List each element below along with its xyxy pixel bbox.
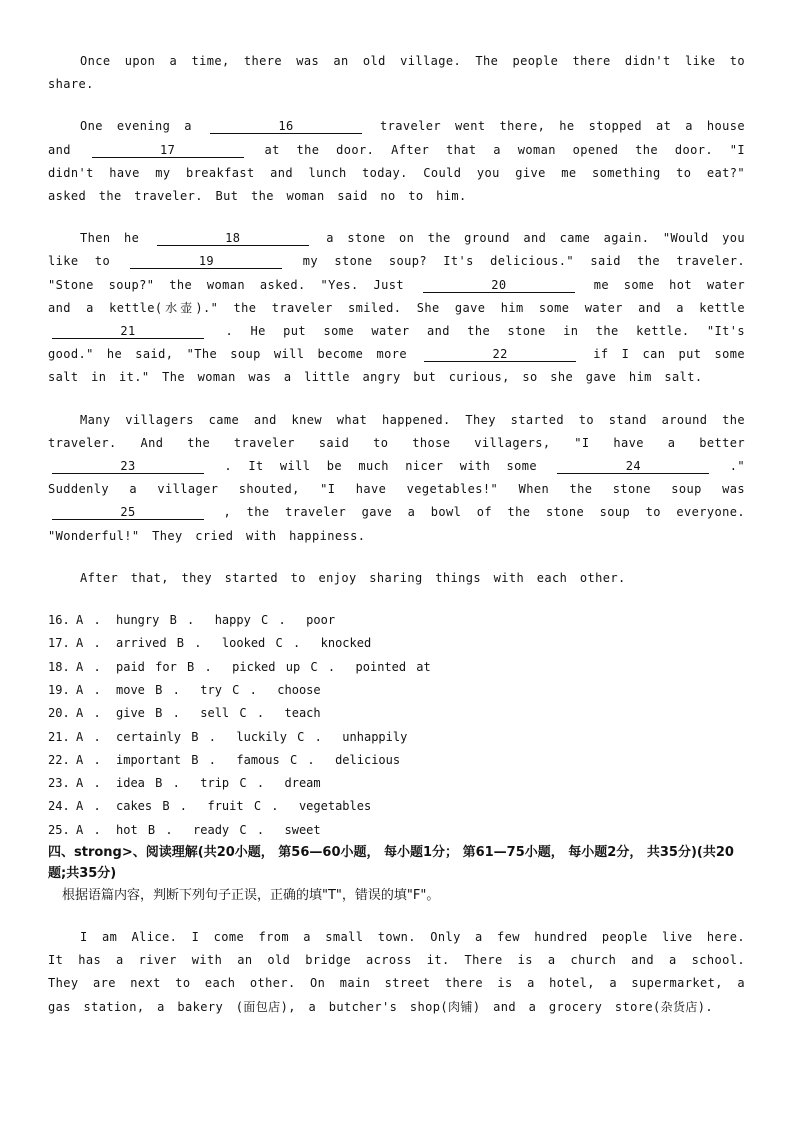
blank-16[interactable]: 16 [210,119,362,134]
option-choices: paid for B . picked up C . pointed at [116,659,431,674]
option-a-label: A . [76,659,101,674]
option-a-label: A . [76,822,101,837]
option-row[interactable] [48,772,745,795]
story-text: ." Suddenly a villager shouted, "I have vegetables!" When the stone soup was [48,459,746,497]
question-number: 20. [48,706,70,721]
story-paragraph-3 [48,227,745,389]
option-choices: important B . famous C . delicious [116,752,401,767]
blank-25[interactable]: 25 [52,505,204,520]
option-row[interactable] [48,702,745,725]
option-a-label: A . [76,706,101,721]
option-row[interactable] [48,632,745,655]
story-text: , the traveler gave a bowl of the stone soup to everyone. "Wonderful!" They cried with happiness. [48,505,746,543]
option-a-label: A . [76,729,101,744]
reading-passage [48,926,745,1019]
question-number: 24. [48,799,70,814]
story-text: . It will be much nicer with some [224,459,538,474]
answer-options-list [48,609,745,842]
story-paragraph-5 [48,567,745,590]
question-number: 16. [48,613,70,628]
option-choices: arrived B . looked C . knocked [116,636,372,651]
story-text: traveler went there, he stopped at a house and [48,119,746,157]
question-number: 19. [48,682,70,697]
story-paragraph-1 [48,50,745,96]
option-row[interactable] [48,795,745,818]
option-row[interactable] [48,609,745,632]
question-number: 22. [48,752,70,767]
option-choices: move B . try C . choose [116,682,321,697]
story-text: Then he [80,231,140,246]
option-choices: idea B . trip C . dream [116,776,321,791]
story-text: Many villagers came and knew what happened. They started to stand around the traveler. And the traveler said to those villagers, "I have a better [48,412,745,450]
story-paragraph-4 [48,409,745,548]
question-number: 17. [48,636,70,651]
blank-19[interactable]: 19 [130,254,282,269]
blank-18[interactable]: 18 [157,231,309,246]
question-number: 18. [48,659,70,674]
option-choices: give B . sell C . teach [116,706,321,721]
story-paragraph-2 [48,115,745,208]
blank-23[interactable]: 23 [52,459,204,474]
option-a-label: A . [76,682,101,697]
option-row[interactable] [48,679,745,702]
story-text: my stone soup? It's delicious." said the traveler. "Stone soup?" the woman asked. "Yes. Just [48,254,746,292]
story-text: if I can put some salt in it." The woman was a little angry but curious, so she gave him salt. [48,347,746,385]
option-a-label: A . [76,799,101,814]
question-number: 23. [48,776,70,791]
story-text: Once upon a time, there was an old village. The people there didn't like to share. [48,54,745,92]
option-choices: hungry B . happy C . poor [116,613,336,628]
question-number: 25. [48,822,70,837]
option-choices: certainly B . luckily C . unhappily [116,729,408,744]
option-row[interactable] [48,726,745,749]
story-text: . He put some water and the stone in the kettle. "It's good." he said, "The soup will become more [48,324,746,362]
option-a-label: A . [76,613,101,628]
option-row[interactable] [48,749,745,772]
option-a-label: A . [76,752,101,767]
option-choices: cakes B . fruit C . vegetables [116,799,372,814]
passage-text: I am Alice. I come from a small town. Only a few hundred people live here. It has a river with an old bridge across it. There is a church and a school. They are next to each other. On main street there is a hotel, a supermarket, a gas station, a bakery (面包店), a butcher's shop(肉铺) and a grocery store(杂货店). [48,930,745,1014]
blank-21[interactable]: 21 [52,324,204,339]
story-text: a stone on the ground and came again. "Would you like to [48,231,746,269]
story-text: at the door. After that a woman opened the door. "I didn't have my breakfast and lunch today. Could you give me something to eat?" asked the traveler. But the woman said no to him. [48,142,746,204]
option-a-label: A . [76,776,101,791]
option-a-label: A . [76,636,101,651]
blank-20[interactable]: 20 [423,278,575,293]
blank-22[interactable]: 22 [424,347,576,362]
story-text: me some hot water and a kettle(水壶)." the traveler smiled. She gave him some water and a kettle [48,277,746,315]
blank-24[interactable]: 24 [557,459,709,474]
story-text: One evening a [80,119,192,134]
story-text: After that, they started to enjoy sharing things with each other. [80,570,626,585]
question-number: 21. [48,729,70,744]
section-instruction: 根据语篇内容，判断下列句子正误，正确的填"T"，错误的填"F"。 [62,888,440,904]
option-row[interactable] [48,656,745,679]
blank-17[interactable]: 17 [92,143,244,158]
document-page [48,50,745,1019]
option-row[interactable] [48,819,745,842]
option-choices: hot B . ready C . sweet [116,822,321,837]
section-heading: 四、strong>、阅读理解(共20小题， 第56—60小题， 每小题1分； 第61—75小题， 每小题2分， 共35分)(共20题;共35分) [48,845,734,882]
